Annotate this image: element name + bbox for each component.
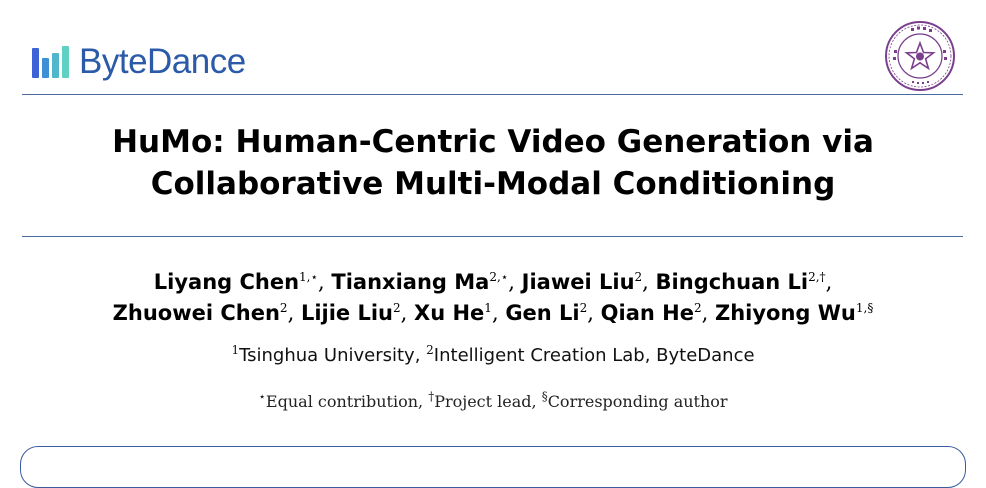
title-divider [22,236,963,237]
author-name: Zhuowei Chen [112,301,280,325]
author-name: Jiawei Liu [521,270,635,294]
author-name: Tianxiang Ma [331,270,490,294]
author-name: Liyang Chen [153,270,300,294]
author-list [0,267,986,329]
title-line-2: Collaborative Multi-Modal Conditioning [150,166,836,202]
tsinghua-university-seal-icon [884,20,956,92]
author-affil-mark: 2 [693,301,702,315]
author-affil-mark: 1,§ [855,301,874,315]
author-affil-mark: 1 [484,301,492,315]
author-name: Zhiyong Wu [714,301,856,325]
author-affil-mark: 1,⋆ [299,270,319,284]
author-separator: , [701,301,709,325]
note-text: Corresponding author [547,392,728,411]
author-separator: , [400,301,408,325]
logo-bar [42,58,49,78]
note-text: Equal contribution [265,392,419,411]
logo-text: ByteDance [79,42,246,81]
affiliation-name: Intelligent Creation Lab, ByteDance [433,345,755,366]
author-affil-mark: 2,⋆ [489,270,509,284]
title-line-1: HuMo: Human-Centric Video Generation via [112,124,874,160]
author-name: Gen Li [505,301,580,325]
author-line-2 [0,298,986,329]
author-name: Xu He [414,301,485,325]
author-affil-mark: 2,† [808,270,826,284]
bytedance-logo [32,44,246,80]
author-name: Bingchuan Li [655,270,809,294]
author-separator: , [287,301,295,325]
note-mark: ⋆ [258,389,266,404]
affiliation-name: Tsinghua University [239,345,415,366]
author-name: Lijie Liu [300,301,393,325]
author-separator: , [508,270,515,294]
logo-bar [52,53,59,78]
affiliations: $^1$Tsinghua University, $^2$Intelligent Creation Lab, ByteDance [231,343,755,366]
author-separator: , [318,270,325,294]
author-separator: , [587,301,594,325]
bytedance-logo-icon [32,46,69,78]
author-affil-mark: 2 [393,301,401,315]
header-divider [22,94,963,95]
author-separator: , [642,270,649,294]
author-line-1 [0,267,986,298]
author-affil-mark: 2 [279,301,288,315]
affiliation-mark: 1 [231,343,240,357]
logo-bar [62,46,69,78]
author-affil-mark: 2 [634,270,643,284]
paper-title [0,121,986,205]
author-name: Qian He [600,301,694,325]
author-affil-mark: 2 [579,301,588,315]
author-notes: ⋆Equal contribution, †Project lead, §Corresponding author [258,389,728,411]
affiliation-mark: 2 [426,343,434,357]
note-mark: § [541,389,548,404]
note-text: Project lead [434,392,532,411]
author-separator: , [825,270,833,294]
logo-bar [32,48,39,78]
author-separator: , [491,301,499,325]
abstract-box [20,446,966,488]
note-mark: † [428,389,435,404]
